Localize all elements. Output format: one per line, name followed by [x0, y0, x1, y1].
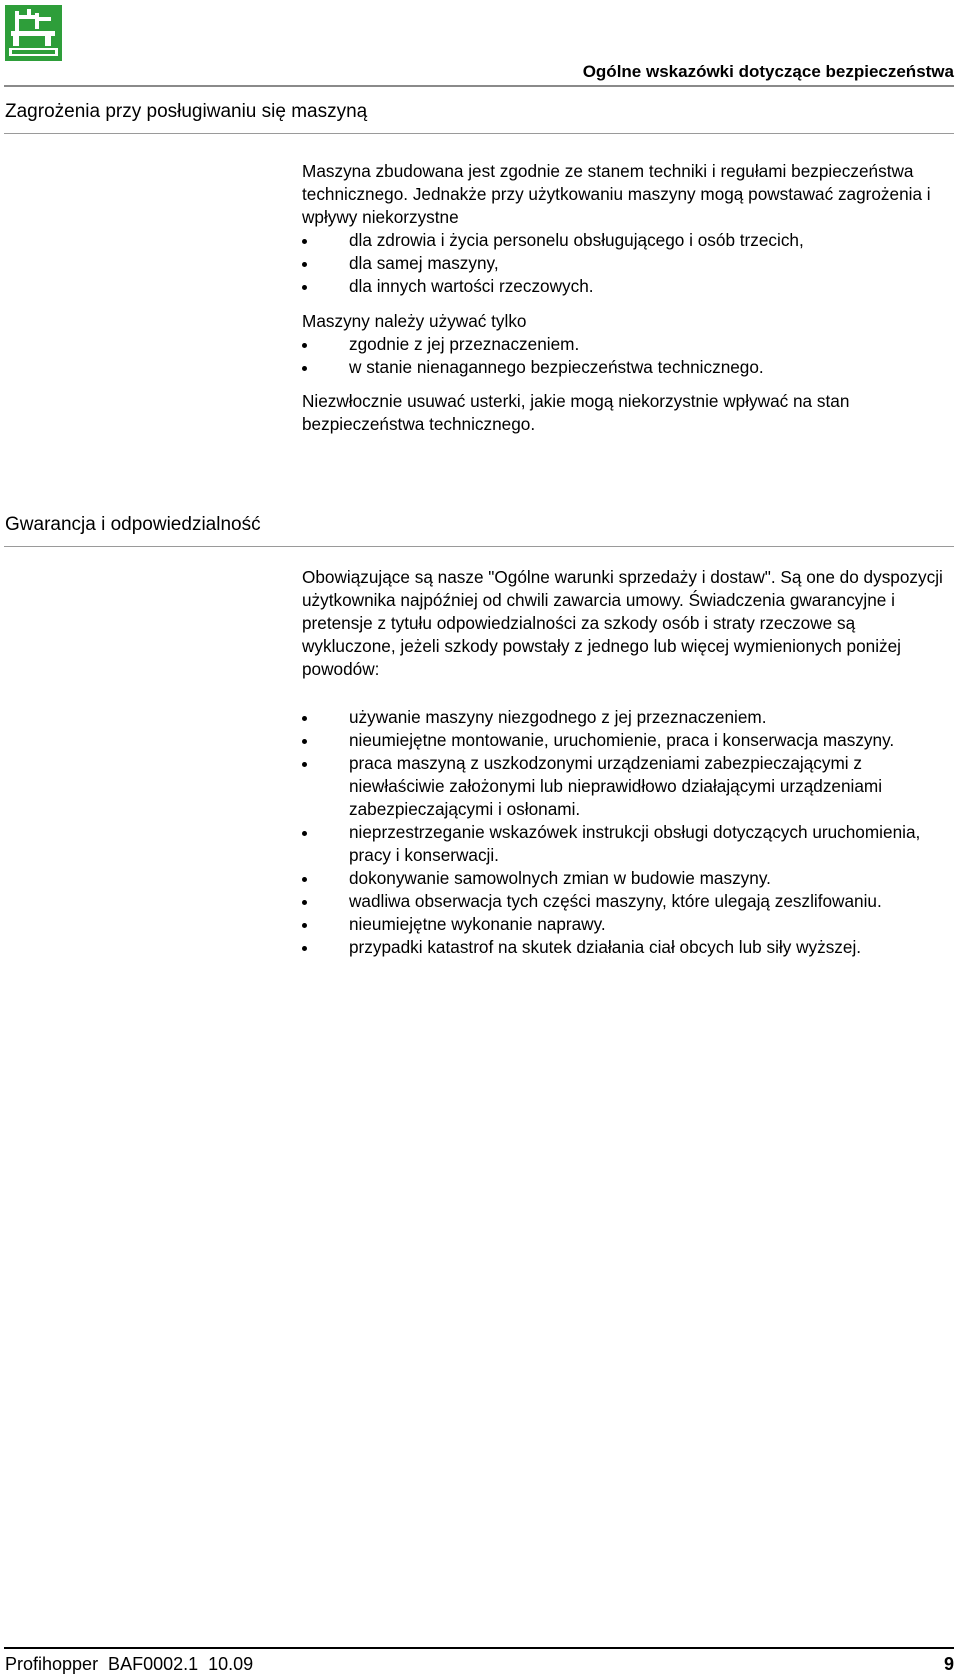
- section-divider: [4, 546, 954, 547]
- hazard-list: [302, 229, 952, 298]
- list-item: dla innych wartości rzeczowych.: [302, 275, 952, 298]
- usage-list: [302, 333, 952, 379]
- footer-doc-id: Profihopper BAF0002.1 10.09: [5, 1654, 254, 1674]
- list-item: wadliwa obserwacja tych części maszyny, które ulegają zeszlifowaniu.: [302, 890, 952, 913]
- list-item: używanie maszyny niezgodnego z jej przeznaczeniem.: [302, 706, 952, 729]
- bullet-icon: [302, 946, 307, 951]
- bullet-icon: [302, 831, 307, 836]
- warranty-paragraph: Obowiązujące są nasze "Ogólne warunki sprzedaży i dostaw". Są one do dyspozycji użytkownika najpóźniej od chwili zawarcia umowy. Świadczenia gwarancyjne i pretensje z tytułu odpowiedzialności za szkody osób i straty rzeczowe są wykluczone, jeżeli szkody powstały z jednego lub więcej wymienionych poniżej powodów:: [302, 567, 943, 679]
- footer-divider: [4, 1647, 954, 1649]
- bullet-icon: [302, 739, 307, 744]
- bullet-icon: [302, 239, 307, 244]
- bullet-icon: [302, 285, 307, 290]
- bullet-icon: [302, 762, 307, 767]
- usage-paragraph: Maszyny należy używać tylko: [302, 311, 527, 331]
- section-body-hazards: [302, 160, 952, 436]
- bullet-icon: [302, 716, 307, 721]
- list-item: dla samej maszyny,: [302, 252, 952, 275]
- list-item: nieumiejętne wykonanie naprawy.: [302, 913, 952, 936]
- exclusion-list: [302, 706, 952, 959]
- list-item: zgodnie z jej przeznaczeniem.: [302, 333, 952, 356]
- bullet-icon: [302, 923, 307, 928]
- bullet-icon: [302, 343, 307, 348]
- bullet-icon: [302, 262, 307, 267]
- list-item: praca maszyną z uszkodzonymi urządzeniami zabezpieczającymi z niewłaściwie założonymi lub nieprawidłowo działającymi urządzeniami zabezpieczającymi i osłonami.: [302, 752, 952, 821]
- bullet-icon: [302, 877, 307, 882]
- amazone-logo-icon: [5, 5, 62, 61]
- amazone-logo: [5, 5, 62, 61]
- list-item: dokonywanie samowolnych zmian w budowie maszyny.: [302, 867, 952, 890]
- list-item: nieprzestrzeganie wskazówek instrukcji obsługi dotyczących uruchomienia, pracy i konserwacji.: [302, 821, 952, 867]
- section-body-warranty: [302, 566, 952, 959]
- list-item: przypadki katastrof na skutek działania ciał obcych lub siły wyższej.: [302, 936, 952, 959]
- list-item: nieumiejętne montowanie, uruchomienie, praca i konserwacja maszyny.: [302, 729, 952, 752]
- intro-paragraph: Maszyna zbudowana jest zgodnie ze stanem techniki i regułami bezpieczeństwa technicznego. Jednakże przy użytkowaniu maszyny mogą powstawać zagrożenia i wpływy niekorzystne: [302, 161, 931, 227]
- section-heading-hazards: Zagrożenia przy posługiwaniu się maszyną: [5, 101, 368, 122]
- header-divider: [4, 85, 954, 87]
- bullet-icon: [302, 900, 307, 905]
- list-item: dla zdrowia i życia personelu obsługującego i osób trzecich,: [302, 229, 952, 252]
- footer-page-number: 9: [943, 1654, 954, 1674]
- section-heading-warranty: Gwarancja i odpowiedzialność: [5, 514, 261, 535]
- page-header-title: Ogólne wskazówki dotyczące bezpieczeństwa: [582, 62, 954, 81]
- bullet-icon: [302, 366, 307, 371]
- section-divider: [4, 133, 954, 134]
- outro-paragraph: Niezwłocznie usuwać usterki, jakie mogą niekorzystnie wpływać na stan bezpieczeństwa technicznego.: [302, 391, 850, 434]
- list-item: w stanie nienagannego bezpieczeństwa technicznego.: [302, 356, 952, 379]
